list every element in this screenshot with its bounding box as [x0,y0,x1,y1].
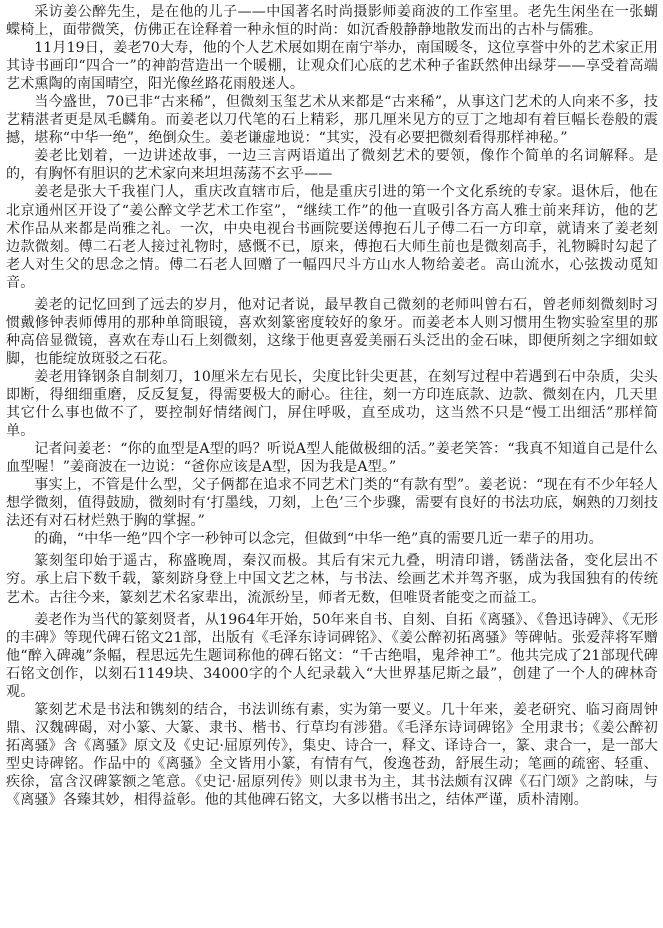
paragraph-micro-carving: 当今盛世，70已非“古来稀”，但微刻玉玺艺术从来都是“古来稀”，从事这门艺术的人向来不多，技艺精湛者更是凤毛麟角。而姜老以刀代笔的石上精彩，那几厘米见方的豆丁之地却有着巨幅长卷般的震撼，堪称“中华一绝”，绝倒众生。姜老谦虚地说：“其实，没有必要把微刻看得那样神秘。” [6,94,658,147]
paragraph-blood-type: 记者问姜老：“你的血型是A型的吗？听说A型人能做极细的活。”姜老笑答：“我真不知道自己是什么血型喔！”姜商波在一边说：“爸你应该是A型，因为我是A型。” [6,441,658,476]
paragraph-calligraphy: 篆刻艺术是书法和镌刻的结合，书法训练有素，实为第一要义。几十年来，姜老研究、临习商周钟鼎、汉魏碑碣，对小篆、大篆、隶书、楷书、行草均有涉猎。《毛泽东诗词碑铭》全用隶书；《姜公醉初拓离骚》含《离骚》原文及《史记·屈原列传》，集史、诗合一，释文、译诗合一，篆、隶合一，是一部大型史诗碑铭。作品中的《离骚》全文皆用小篆，有情有气，俊逸苍劲，舒展生动；笔画的疏密、轻重、疾徐，富含汉碑篆额之笔意。《史记·屈原列传》则以隶书为主，其书法颇有汉碑《石门颂》之韵味，与《离骚》各臻其妙，相得益彰。他的其他碑石铭文，大多以楷书出之，结体严谨，质朴清刚。 [6,701,658,809]
paragraph-memory: 姜老的记忆回到了远去的岁月，他对记者说，最早教自己微刻的老师叫曾右石，曾老师刻微刻时习惯戴修钟表师傅用的那种单筒眼镜，喜欢刻篆密度较好的象牙。而姜老本人则习惯用生物实验室里的那种高倍显微镜，喜欢在寿山石上刻微刻，这缘于他更喜爱美丽石头泛出的金石味，即便所刻之字细如蚊脚，也能绽放斑驳之石花。 [6,296,658,367]
paragraph-birthday-exhibition: 11月19日，姜老70大寿，他的个人艺术展如期在南宁举办，南国暖冬，这位享誉中外的艺术家正用其诗书画印“四合一”的神韵营造出一个暖棚，让观众们心底的艺术种子雀跃然伸出绿芽——享受着高端艺术熏陶的南国晴空，阳光像丝路花雨般迷人。 [6,40,658,93]
paragraph-seal-history: 篆刻玺印始于遥古，称盛晚周，秦汉而极。其后有宋元九叠，明清印谱，锈凿法备，变化层出不穷。承上启下数千载，篆刻跻身登上中国文艺之林，与书法、绘画艺术并驾齐驱，成为我国独有的传统艺术。古往今来，篆刻艺术名家辈出，流派纷呈，师者无数，但唯贤者能变之而益工。 [6,553,658,606]
paragraph-explanation: 姜老比划着，一边讲述故事，一边三言两语道出了微刻艺术的要领，像作个简单的名词解释。是的，有胸怀有胆识的艺术家向来坦坦荡荡不玄乎—— [6,148,658,183]
article-body [6,3,658,809]
paragraph-achievements: 姜老作为当代的篆刻贤者，从1964年开始，50年来自书、自刻、自拓《离骚》、《鲁迅诗碑》、《无形的丰碑》等现代碑石铭文21部，出版有《毛泽东诗词碑铭》、《姜公醉初拓离骚》等碑帖。张爱萍将军赠他“醉入碑魂”条幅，程思远先生题词称他的碑石铭文：“千古绝唱，鬼斧神工”。他共完成了21部现代碑石铭文创作，以刻石1149块、34000字的个人纪录载入“大世界基尼斯之最”，创建了一个人的碑林奇观。 [6,611,658,700]
paragraph-tools: 姜老用锋钢条自制刻刀，10厘米左右见长，尖度比针尖更甚，在刻写过程中若遇到石中杂质，尖头即断，得细细重磨，反反复复，得需要极大的耐心。往往，刻一方印连底款、边款、微刻在内，几天里其它什么事也做不了，要控制好情绪阀门，屏住呼吸，直至成功，这当然不只是“慢工出细活”那样简单。 [6,368,658,440]
paragraph-intro: 采访姜公醉先生，是在他的儿子——中国著名时尚摄影师姜商波的工作室里。老先生闲坐在一张蝴蝶椅上，面带微笑，仿佛正在诠释着一种永恒的时尚：如沉香般静静地散发而出的古朴与儒雅。 [6,4,658,39]
paragraph-background: 姜老是张大千我崔门人，重庆改直辖市后，他是重庆引进的第一个文化系统的专家。退休后，他在北京通州区开设了“姜公醉文学艺术工作室”，“继续工作”的他一直吸引各方高人雅士前来拜访，他的艺术作品从来都是尚雅之礼。一次，中央电视台书画院要送傅抱石儿子傅二石一方印章，就请来了姜老刻边款微刻。傅二石老人接过礼物时，感慨不已，原来，傅抱石大师生前也是微刻高手，礼物瞬时勾起了老人对生父的思念之情。傅二石老人回赠了一幅四尺斗方山水人物给姜老。高山流水，心弦拨动觅知音。 [6,184,658,291]
paragraph-lifetime: 的确，“中华一绝”四个字一秒钟可以念完，但做到“中华一绝”真的需要几近一辈子的用功。 [34,531,603,548]
paragraph-advice: 事实上，不管是什么型，父子俩都在追求不同艺术门类的“有款有型”。姜老说：“现在有不少年轻人想学微刻，值得鼓励，微刻时有‘打墨线，刀刻，上色’三个步骤，需要有良好的书法功底，娴熟的刀刻技法还有对石材烂熟于胸的掌握。” [6,477,658,530]
